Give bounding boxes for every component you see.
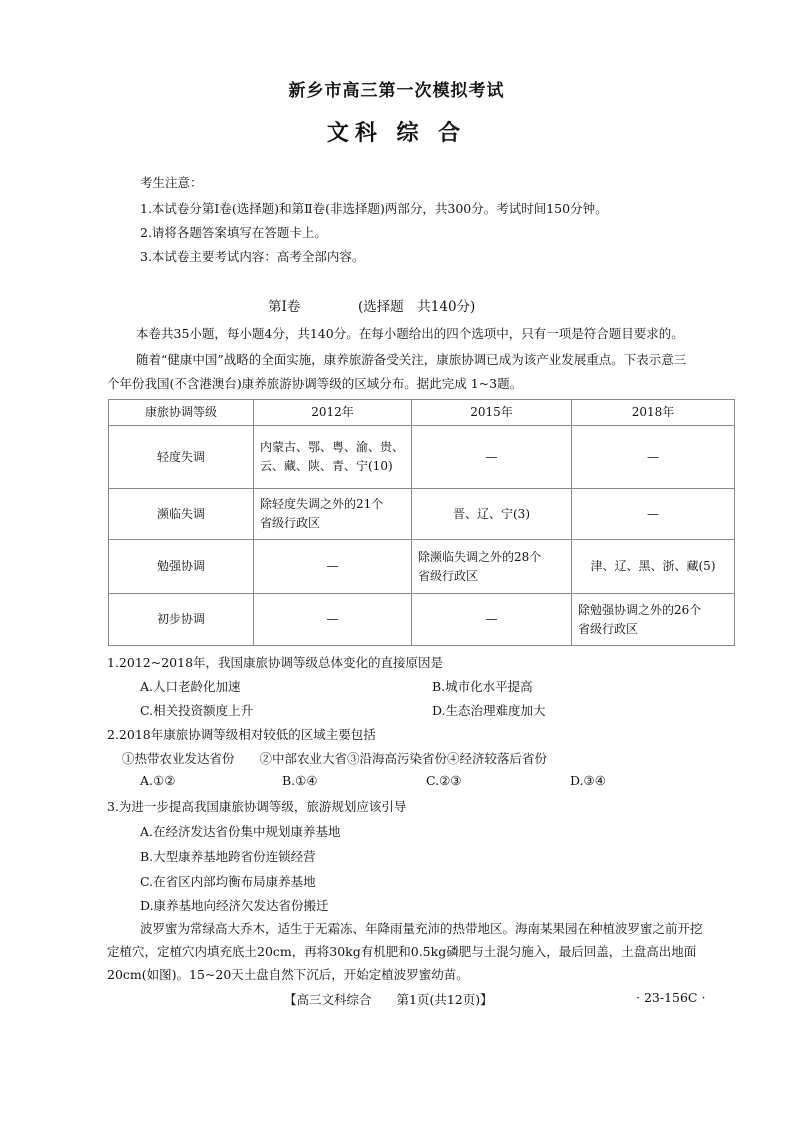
q3-option-c: C.在省区内部均衡布局康养基地 — [140, 874, 316, 889]
section-title: 第Ⅰ卷 — [268, 299, 301, 315]
cell-line: 省级行政区 — [418, 568, 479, 583]
cell-line: 云、藏、陕、青、宁(10) — [260, 459, 393, 473]
q1-stem: 1.2012~2018年，我国康旅协调等级总体变化的直接原因是 — [107, 655, 444, 670]
section-intro: 本卷共35小题，每小题4分，共140分。在每小题给出的四个选项中，只有一项是符合题目要求的。 — [136, 326, 684, 341]
table-header-row — [109, 400, 735, 426]
table-row — [109, 426, 735, 489]
notice-item-1: 1.本试卷分第Ⅰ卷(选择题)和第Ⅱ卷(非选择题)两部分，共300分。考试时间150分钟。 — [140, 201, 608, 216]
q3-option-d: D.康养基地向经济欠发达省份搬迁 — [140, 898, 329, 913]
exam-title: 新乡市高三第一次模拟考试 — [288, 81, 505, 101]
q3-option-a: A.在经济发达省份集中规划康养基地 — [140, 824, 341, 839]
table-header: 2012年 — [254, 400, 412, 426]
table-cell: — — [572, 426, 735, 489]
table-cell: — — [412, 594, 572, 646]
q2-option-d: D.③④ — [570, 773, 606, 788]
table-cell: 初步协调 — [109, 594, 254, 646]
notice-item-2: 2.请将各题答案填写在答题卡上。 — [140, 225, 327, 240]
coordination-table — [108, 399, 735, 646]
q2-option-b: B.①④ — [282, 773, 318, 788]
cell-line: 省级行政区 — [578, 621, 639, 636]
table-row — [109, 594, 735, 646]
table-cell: — — [254, 540, 412, 594]
table-row — [109, 489, 735, 540]
cell-line: 内蒙古、鄂、粤、渝、贵、 — [260, 440, 405, 454]
table-row — [109, 540, 735, 594]
q1-option-d: D.生态治理难度加大 — [432, 703, 546, 718]
table-cell: 濒临失调 — [109, 489, 254, 540]
q3-stem: 3.为进一步提高我国康旅协调等级，旅游规划应该引导 — [107, 799, 407, 814]
cell-line: 除濒临失调之外的28个 — [418, 549, 542, 564]
exam-subject: 文科 综 合 — [326, 120, 467, 146]
table-header: 2018年 — [572, 400, 735, 426]
table-header: 康旅协调等级 — [109, 400, 254, 426]
q2-statements: ①热带农业发达省份 ②中部农业大省③沿海高污染省份④经济较落后省份 — [122, 751, 548, 766]
table-cell: — — [572, 489, 735, 540]
passage2-line3: 20cm(如图)。15~20天土盘自然下沉后，开始定植波罗蜜幼苗。 — [107, 967, 469, 982]
q2-option-c: C.②③ — [426, 773, 462, 788]
q2-option-a: A.①② — [140, 773, 176, 788]
footer-code: · 23-156C · — [636, 990, 706, 1005]
cell-line: 除轻度失调之外的21个 — [260, 497, 384, 511]
q1-option-a: A.人口老龄化加速 — [140, 679, 241, 694]
table-cell: 轻度失调 — [109, 426, 254, 489]
footer-page-info: 【高三文科综合 第1页(共12页)】 — [284, 992, 493, 1007]
section-subtitle: (选择题 共140分) — [358, 299, 476, 315]
notice-item-3: 3.本试卷主要考试内容：高考全部内容。 — [140, 249, 365, 264]
passage2-line2: 定植穴，定植穴内填充底土20cm，再将30kg有机肥和0.5kg磷肥与土混匀施入，最后回盖，土盘高出地面 — [107, 944, 697, 959]
passage1-line2: 个年份我国(不含港澳台)康养旅游协调等级的区域分布。据此完成 1~3题。 — [107, 376, 523, 391]
q2-stem: 2.2018年康旅协调等级相对较低的区域主要包括 — [107, 727, 376, 742]
cell-line: 除勉强协调之外的26个 — [578, 602, 702, 617]
table-cell — [412, 540, 572, 594]
table-cell: — — [254, 594, 412, 646]
q1-option-c: C.相关投资额度上升 — [140, 703, 254, 718]
q1-option-b: B.城市化水平提高 — [432, 679, 533, 694]
passage1-line1: 随着“健康中国”战略的全面实施，康养旅游备受关注，康旅协调已成为该产业发展重点。下表示意三 — [136, 352, 687, 367]
table-cell — [254, 489, 412, 540]
cell-line: 省级行政区 — [260, 516, 321, 530]
table-header: 2015年 — [412, 400, 572, 426]
table-cell — [572, 594, 735, 646]
table-cell: 勉强协调 — [109, 540, 254, 594]
table-cell: — — [412, 426, 572, 489]
q3-option-b: B.大型康养基地跨省份连锁经营 — [140, 849, 316, 864]
table-cell: 津、辽、黑、浙、藏(5) — [572, 540, 735, 594]
passage2-line1: 波罗蜜为常绿高大乔木，适生于无霜冻、年降雨量充沛的热带地区。海南某果园在种植波罗蜜之前开挖 — [140, 921, 703, 936]
table-cell — [254, 426, 412, 489]
notice-heading: 考生注意： — [140, 175, 203, 190]
table-cell: 晋、辽、宁(3) — [412, 489, 572, 540]
